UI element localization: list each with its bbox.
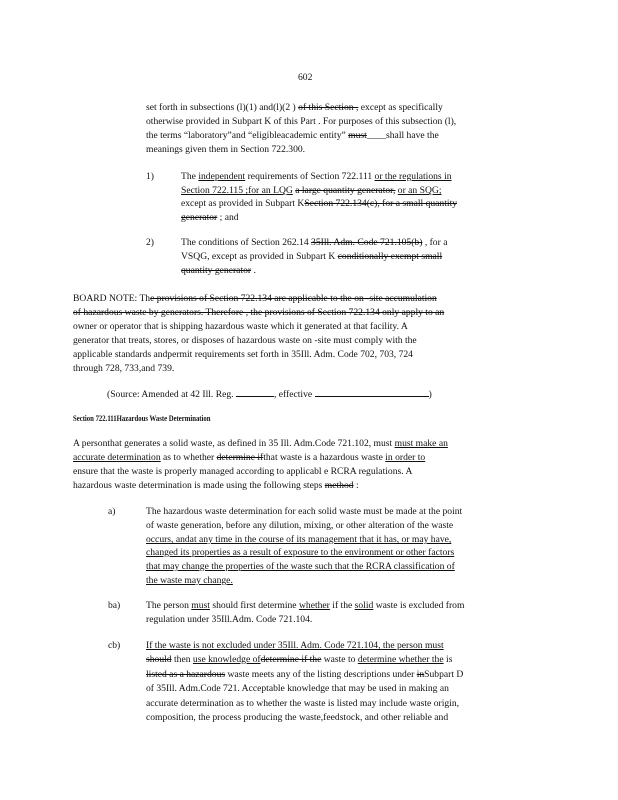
text-run: or the regulations in [374,171,452,182]
text-run: quantity generator [181,265,252,276]
item-c-number: cb) [108,640,121,651]
text-line [146,600,464,612]
text-run: must [348,130,367,141]
text-run: use knowledge of [192,654,261,665]
text-run: as to whether [160,452,217,463]
text-run: in order to [385,452,426,463]
text-run: must [191,600,210,611]
text-line [146,683,449,695]
source-label: (Source: Amended at 42 Ill. Reg. [107,389,234,400]
text-run: solid [354,600,374,611]
text-line [146,547,454,559]
text-run: 35Ill. Adm. Code 721.105(b) [311,237,423,248]
text-run: changed its properties as a result of exposure to the environment or other factors [146,547,455,558]
text-line [73,349,413,361]
text-run: If the waste is not excluded under 35Ill. Adm. Code 721.104, the person must [146,640,444,651]
text-run: determine if the [260,654,322,665]
text-run: that waste is a hazardous waste [263,452,386,463]
text-line [146,575,233,587]
text-line [146,669,463,681]
text-line [146,130,439,142]
source-note [107,387,432,401]
text-run: Section 722.115 ; [181,185,249,196]
text-line [181,185,441,197]
section-heading-line [73,413,211,425]
text-run: or an SQG; [397,185,442,196]
text-run: conditionally exempt small [337,251,443,262]
text-run: ____shall have the [366,130,439,141]
text-run: set forth in subsections (l)(1) and(l)(2 ) [146,102,299,113]
text-line [73,438,448,450]
text-line [146,712,448,724]
text-line [146,102,443,114]
text-line [146,640,444,652]
text-run: waste to [321,654,358,665]
item-a-number: a) [108,506,116,517]
text-run: except as provided in Subpart K [181,198,305,209]
text-run: Section 722.134(c), for a small quantity [304,198,458,209]
text-run: The [181,171,199,182]
text-line [146,561,455,573]
text-run: A personthat generates a solid waste, as defined in 35 Ill. Adm.Code 721.102, must [73,438,395,449]
text-line [73,480,359,492]
text-run: of this Section , [298,102,359,113]
text-run: whether [298,600,330,611]
text-run: otherwise provided in Subpart K of this Part . For purposes of this subsection (l), [146,116,457,127]
text-line [146,520,453,532]
text-run: hazardous waste determination is made using the following steps [73,480,325,491]
text-run: of 35Ill. Adm.Code 721. Acceptable knowledge that may be used in making an [146,683,449,694]
text-run: must make an [394,438,448,449]
text-run: that may change the properties of the waste such that the RCRA classification of [146,561,455,572]
text-run: owner or operator that is shipping hazardous waste which it generated at that facility. A [73,321,408,332]
text-line [181,265,256,277]
text-line [73,335,417,347]
text-line [73,293,437,305]
text-line [181,171,452,183]
text-run: should first determine [209,600,299,611]
text-run: for an LQG [248,185,293,196]
text-run: except as specifically [358,102,443,113]
text-line [73,321,408,333]
source-effective: , effective [273,389,313,400]
text-run: The hazardous waste determination for each solid waste must be made at the point [146,506,463,517]
text-run: regulation under 35Ill.Adm. Code 721.104. [146,614,313,625]
text-run: listed as a hazardous [146,669,226,680]
text-run: waste meets any of the listing descriptions under [225,669,417,680]
text-line [181,251,442,263]
text-run: method [324,480,354,491]
item-b-number: ba) [108,600,121,611]
text-run: Subpart D [424,669,464,680]
text-line [146,506,462,518]
text-run: accurate determination [73,452,161,463]
text-run: ; and [217,212,239,223]
text-run: a large quantity generator, [295,185,396,196]
register-blank [236,387,274,397]
text-run: requirements of Section 722.111 [245,171,375,182]
text-line [73,307,444,319]
text-run: waste is excluded from [373,600,465,611]
text-run: e provisions of Section 722.134 are applicable to the on -site accumulation [150,293,437,304]
text-run: Section 722.111Hazardous Waste Determination [73,414,211,423]
text-run: determine if [216,452,264,463]
item-1-number: 1) [146,171,154,182]
text-run: generator [181,212,218,223]
text-run: . [251,265,256,276]
text-line [73,466,412,478]
text-run: : [353,480,359,491]
text-line [146,654,452,666]
text-run: composition, the process producing the waste,feedstock, and other reliable and [146,712,449,723]
text-run: , for a [422,237,448,248]
text-line [146,698,459,710]
text-run: meanings given them in Section 722.300. [146,144,306,155]
text-run: accurate determination as to whether the waste is listed may include waste origin, [146,698,460,709]
text-run: applicable standards andpermit requirements set forth in 35Ill. Adm. Code 702, 703, 724 [73,349,413,360]
effective-blank [315,387,429,397]
text-run: ensure that the waste is properly managed according to applicabl e RCRA regulations. A [73,466,413,477]
text-line [73,363,174,375]
text-run: occurs, andat any time in the course of its management that it has, or may have, [146,534,452,545]
text-run: then [171,654,193,665]
text-line [73,452,425,464]
text-run: generator that treats, stores, or disposes of hazardous waste on -site must comply with the [73,335,417,346]
text-run: BOARD NOTE: Th [73,293,151,304]
text-run: independent [198,171,246,182]
text-line [181,212,239,224]
text-line [146,614,312,626]
item-2-number: 2) [146,237,154,248]
text-line [181,237,447,249]
text-run: The conditions of Section 262.14 [181,237,312,248]
text-run: is [443,654,453,665]
text-run: if the [329,600,355,611]
text-line [181,198,457,210]
text-line [146,116,456,128]
text-run: should [146,654,172,665]
text-line [146,534,451,546]
text-run: of waste generation, before any dilution, mixing, or other alteration of the waste [146,520,454,531]
text-run: of hazardous waste by generators. Therefore , the provisions of Section 722.134 only apply to an [73,307,445,318]
page-number: 602 [298,72,313,83]
text-run: through 728, 733,and 739. [73,363,175,374]
text-run: The person [146,600,192,611]
text-run: determine whether the [357,654,444,665]
text-run: in [416,669,425,680]
source-end: ) [428,389,432,400]
text-run: the waste may change. [146,575,233,586]
text-line [146,144,305,156]
text-run: VSQG, except as provided in Subpart K [181,251,338,262]
text-run: the terms “laboratory”and “eligibleacademic entity” [146,130,349,141]
